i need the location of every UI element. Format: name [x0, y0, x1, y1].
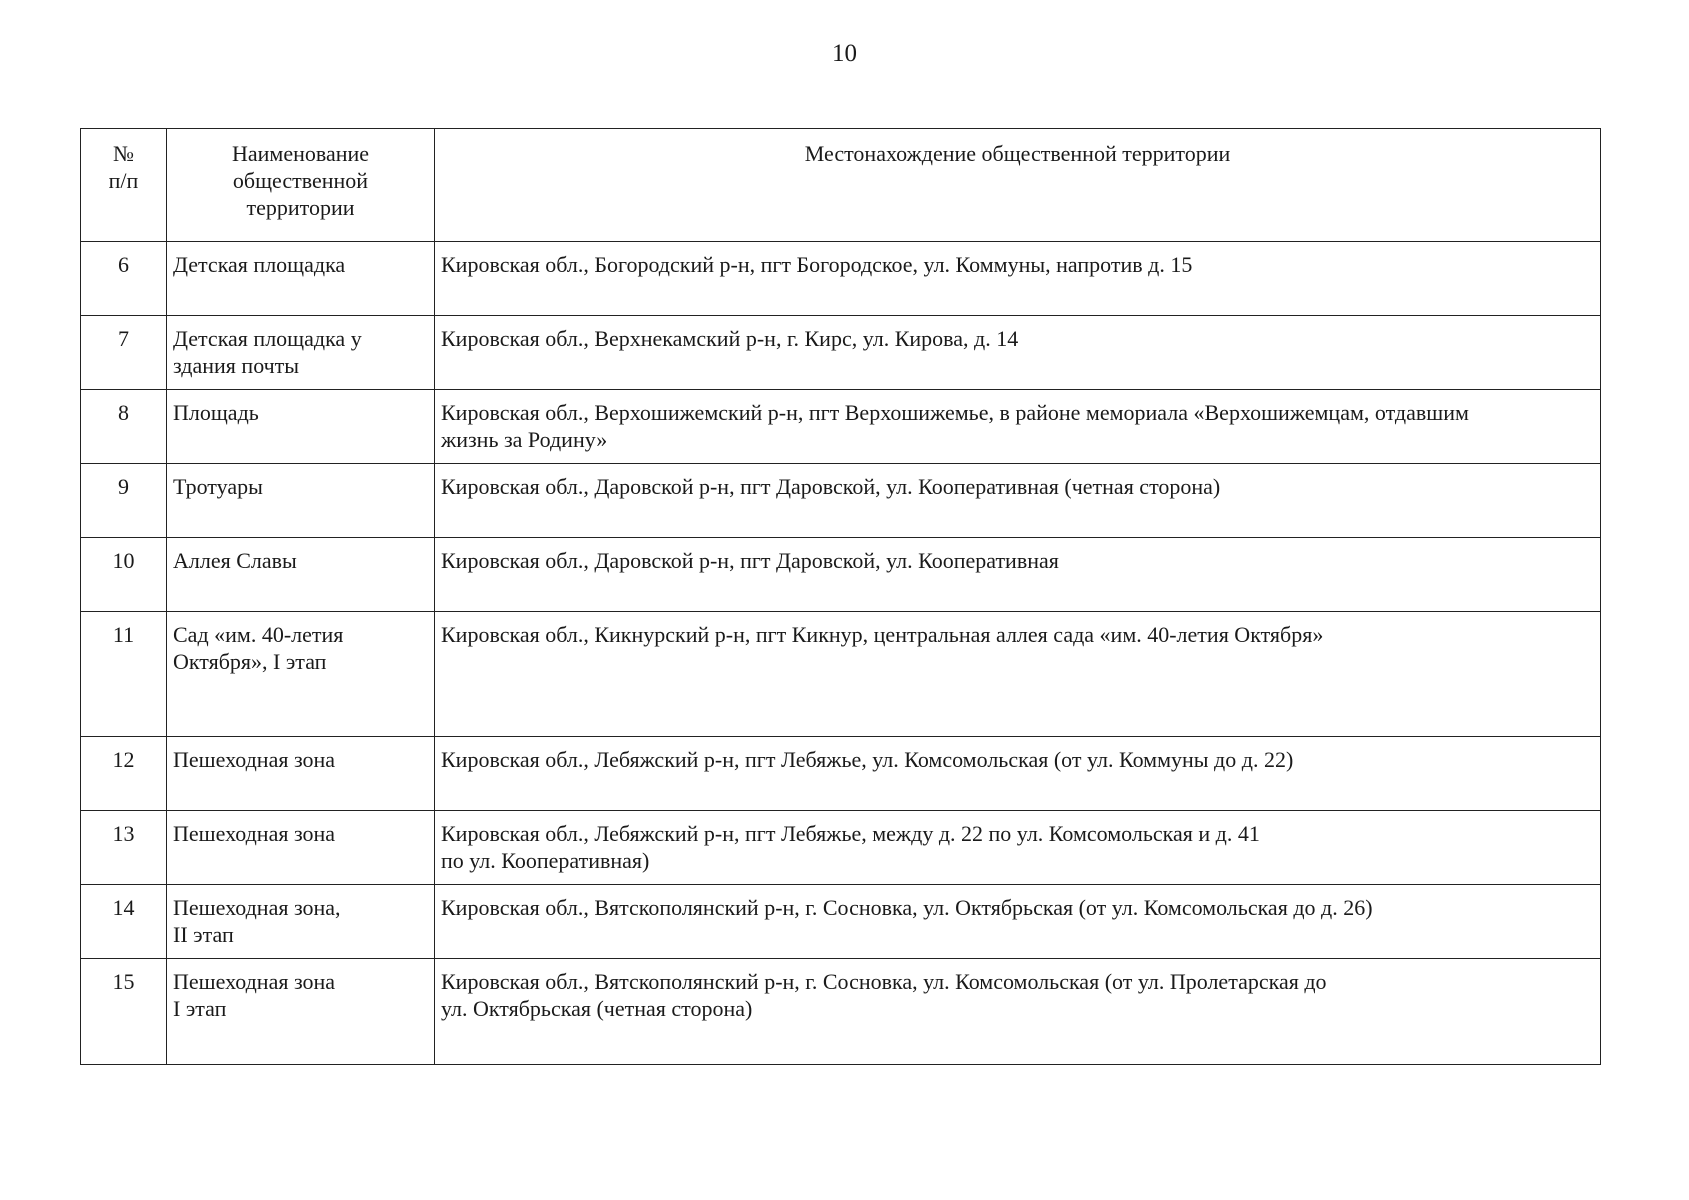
header-location: Местонахождение общественной территории	[435, 129, 1601, 242]
table-row	[81, 538, 1601, 612]
table-row	[81, 464, 1601, 538]
row-name: Детская площадка	[167, 242, 435, 316]
table-row	[81, 811, 1601, 885]
table-row	[81, 390, 1601, 464]
row-location: Кировская обл., Вятскополянский р-н, г. Сосновка, ул. Комсомольская (от ул. Пролетарская до ул. Октябрьская (четная сторона)	[435, 959, 1601, 1065]
table-row	[81, 316, 1601, 390]
row-name: Тротуары	[167, 464, 435, 538]
row-number: 6	[81, 242, 167, 316]
header-number: № п/п	[81, 129, 167, 242]
table-row	[81, 612, 1601, 737]
row-name: Пешеходная зона, II этап	[167, 885, 435, 959]
row-location: Кировская обл., Кикнурский р-н, пгт Кикнур, центральная аллея сада «им. 40-летия Октября»	[435, 612, 1601, 737]
table-header-row	[81, 129, 1601, 242]
row-name: Сад «им. 40-летия Октября», I этап	[167, 612, 435, 737]
page-number: 10	[832, 40, 857, 67]
row-name: Пешеходная зона I этап	[167, 959, 435, 1065]
header-name: Наименование общественной территории	[167, 129, 435, 242]
row-number: 15	[81, 959, 167, 1065]
row-location: Кировская обл., Вятскополянский р-н, г. Сосновка, ул. Октябрьская (от ул. Комсомольская до д. 26)	[435, 885, 1601, 959]
row-name: Пешеходная зона	[167, 737, 435, 811]
row-location: Кировская обл., Лебяжский р-н, пгт Лебяжье, между д. 22 по ул. Комсомольская и д. 41 по ул. Кооперативная)	[435, 811, 1601, 885]
row-number: 10	[81, 538, 167, 612]
row-number: 9	[81, 464, 167, 538]
row-name: Аллея Славы	[167, 538, 435, 612]
row-location: Кировская обл., Лебяжский р-н, пгт Лебяжье, ул. Комсомольская (от ул. Коммуны до д. 22)	[435, 737, 1601, 811]
row-location: Кировская обл., Даровской р-н, пгт Даровской, ул. Кооперативная (четная сторона)	[435, 464, 1601, 538]
table-row	[81, 959, 1601, 1065]
row-number: 13	[81, 811, 167, 885]
row-number: 12	[81, 737, 167, 811]
territories-table	[80, 128, 1601, 1065]
row-location: Кировская обл., Верхнекамский р-н, г. Кирс, ул. Кирова, д. 14	[435, 316, 1601, 390]
row-location: Кировская обл., Даровской р-н, пгт Даровской, ул. Кооперативная	[435, 538, 1601, 612]
row-number: 8	[81, 390, 167, 464]
table-row	[81, 885, 1601, 959]
row-location: Кировская обл., Богородский р-н, пгт Богородское, ул. Коммуны, напротив д. 15	[435, 242, 1601, 316]
table-row	[81, 737, 1601, 811]
row-name: Площадь	[167, 390, 435, 464]
table-row	[81, 242, 1601, 316]
row-number: 14	[81, 885, 167, 959]
row-location: Кировская обл., Верхошижемский р-н, пгт Верхошижемье, в районе мемориала «Верхошижемцам, отдавшим жизнь за Родину»	[435, 390, 1601, 464]
row-number: 11	[81, 612, 167, 737]
row-name: Пешеходная зона	[167, 811, 435, 885]
row-number: 7	[81, 316, 167, 390]
row-name: Детская площадка у здания почты	[167, 316, 435, 390]
